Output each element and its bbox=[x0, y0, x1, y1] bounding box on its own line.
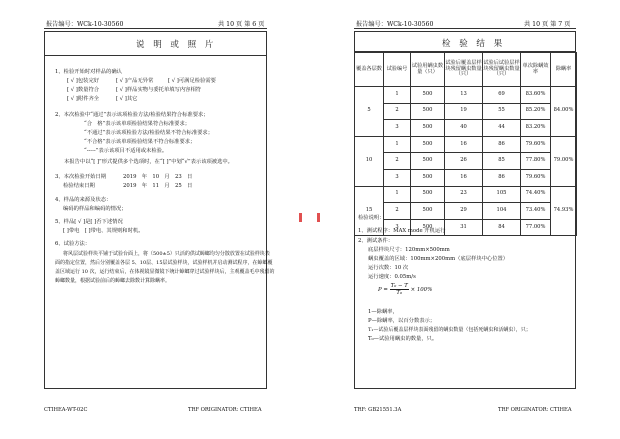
cell-single-efficiency: 77.00% bbox=[521, 219, 551, 236]
removal-rate-formula bbox=[378, 283, 432, 296]
sample-source-detail: 编码的样品和编码的情况； bbox=[63, 206, 127, 212]
cell-test-residual: 84 bbox=[483, 219, 521, 236]
test-method-line-2: 面的指定位置，然后分别覆盖各层 5、10层、15层试验样块，试验样机并启动测试程序，在蟑螂覆 bbox=[55, 260, 273, 266]
cell-cover-residual: 31 bbox=[445, 219, 483, 236]
col-header-mite-count: 试验用螨虫数量（只） bbox=[411, 53, 445, 87]
col-header-single-efficiency: 单次除螨效率 bbox=[521, 53, 551, 87]
cell-mite-count: 500 bbox=[411, 186, 445, 203]
cell-layers: 15 bbox=[355, 186, 384, 236]
cell-mite-count: 500 bbox=[411, 203, 445, 220]
report-number: 报告编号：WCk-10-30560 bbox=[46, 21, 124, 28]
check-quantity: [ √ ]数量符合 bbox=[67, 87, 100, 93]
formula-var-t1: T₁—试验后覆盖层样块表面残留的螨虫数量（包括死螨虫和活螨虫），只； bbox=[368, 327, 531, 333]
table-row bbox=[355, 153, 577, 170]
cell-test-no: 1 bbox=[384, 87, 411, 104]
footer-form-code: TRF: GB21551.3A bbox=[354, 407, 402, 413]
sample-check-heading: 1、检验开始时对样品的确认 bbox=[55, 69, 122, 75]
footer-originator: TRF ORIGINATOR: CTIHEA bbox=[498, 407, 572, 413]
page-title: 说 明 或 照 片 bbox=[136, 40, 217, 50]
page-title: 检 验 结 果 bbox=[442, 39, 506, 49]
cell-test-residual: 44 bbox=[483, 120, 521, 137]
check-packaging: [ √ ]包装完好 bbox=[67, 78, 100, 84]
cell-test-residual: 104 bbox=[483, 203, 521, 220]
formula-var-p: P—除螨率，以百分数表示； bbox=[368, 318, 436, 324]
cell-test-no: 3 bbox=[384, 120, 411, 137]
formula-rhs: × 100% bbox=[410, 287, 433, 293]
check-product: [ √ ]产品无异常 bbox=[116, 78, 154, 84]
cell-single-efficiency: 79.60% bbox=[521, 169, 551, 186]
cell-mite-count: 500 bbox=[411, 87, 445, 104]
header-rule bbox=[44, 28, 267, 29]
start-date-label: 3、本次检验开始日期 bbox=[55, 174, 107, 180]
page-number: 共 10 页 第 6 页 bbox=[218, 21, 265, 28]
cell-mite-count: 500 bbox=[411, 169, 445, 186]
report-page-7 bbox=[310, 0, 620, 439]
cell-test-residual: 55 bbox=[483, 103, 521, 120]
formula-fraction bbox=[390, 283, 409, 296]
cell-layers: 10 bbox=[355, 136, 384, 186]
cell-cover-residual: 23 bbox=[445, 186, 483, 203]
cell-single-efficiency: 74.40% bbox=[521, 186, 551, 203]
cell-removal-rate: 79.00% bbox=[551, 136, 577, 186]
note-run-speed: 运行速度：0.05m/s bbox=[368, 274, 416, 280]
end-date: 2019 年 11 月 25 日 bbox=[123, 183, 193, 189]
formula-where-intro: 1—除螨率， bbox=[368, 309, 398, 315]
cell-test-residual: 69 bbox=[483, 87, 521, 104]
check-consistency: [ √ ]样品实物与委托单填写内容相符 bbox=[116, 87, 202, 93]
col-header-removal-rate: 除螨率 bbox=[551, 53, 577, 87]
cell-test-no: 2 bbox=[384, 103, 411, 120]
cell-test-no: 3 bbox=[384, 219, 411, 236]
table-row bbox=[355, 87, 577, 104]
cell-single-efficiency: 83.20% bbox=[521, 120, 551, 137]
note-mite-area: 螨虫覆盖的区域：100mm×200mm（底层样块中心位置） bbox=[368, 256, 509, 262]
header-rule bbox=[354, 28, 576, 29]
table-row bbox=[355, 203, 577, 220]
test-method-line-3: 盖区域运行 10 次，运行结束后，在体视镜显微镜下统计蟑螂穿过试验样块后，主观覆盖毛中残留的 bbox=[55, 269, 275, 275]
table-row bbox=[355, 186, 577, 203]
footer-form-code: CTIHEA-WT-02C bbox=[44, 407, 88, 413]
cell-cover-residual: 26 bbox=[445, 153, 483, 170]
seal-mark bbox=[317, 213, 320, 222]
cell-cover-residual: 16 bbox=[445, 169, 483, 186]
test-method-line-1: 将风层试验样块平铺于试验台面上，将（500±5）只活的供试蟑螂均匀分散放置在试验样块表 bbox=[58, 251, 270, 257]
footer-originator: TRF ORIGINATOR: CTIHEA bbox=[188, 407, 262, 413]
formula-lhs: P = bbox=[378, 287, 388, 293]
notes-heading: 检验说明： bbox=[358, 215, 385, 221]
results-table bbox=[354, 52, 577, 236]
cell-mite-count: 500 bbox=[411, 153, 445, 170]
table-row bbox=[355, 136, 577, 153]
cell-removal-rate: 84.00% bbox=[551, 87, 577, 137]
note-sample-size: 底层样块尺寸：120mm×500mm bbox=[368, 247, 450, 253]
check-accessories: [ √ ]附件齐全 bbox=[67, 96, 100, 102]
cell-cover-residual: 19 bbox=[445, 103, 483, 120]
test-method-line-4: 蟑螂数量，根据试验前后的蟑螂去除数计算除螨率。 bbox=[55, 278, 171, 284]
option-note: 本报告中以“[ ]”形式提供多个选项时，在“[ ]”中划“√”表示该项被选中。 bbox=[64, 159, 233, 165]
cell-mite-count: 500 bbox=[411, 120, 445, 137]
cell-single-efficiency: 83.60% bbox=[521, 87, 551, 104]
cell-test-residual: 85 bbox=[483, 153, 521, 170]
col-header-cover-residual: 试验后覆盖层样块残留螨虫数量（只） bbox=[445, 53, 483, 87]
col-header-test-residual: 试验后试验层样块残留螨虫数量（只） bbox=[483, 53, 521, 87]
legend-unqualified: “不合格”表示该单项检验结果不符合标准要求； bbox=[84, 139, 196, 145]
table-header-row bbox=[355, 53, 577, 87]
legend-not-applicable: “-----”表示该项目不适用或未检验。 bbox=[84, 148, 168, 154]
sample-source-heading: 4、样品的来源及状态： bbox=[55, 197, 112, 203]
note-test-program: 1、测试程序：MAX mode 开机运行 bbox=[358, 228, 446, 234]
cell-mite-count: 500 bbox=[411, 136, 445, 153]
note-test-conditions: 2、测试条件： bbox=[358, 238, 394, 244]
cell-cover-residual: 40 bbox=[445, 120, 483, 137]
cell-test-residual: 86 bbox=[483, 136, 521, 153]
table-row bbox=[355, 169, 577, 186]
cell-mite-count: 500 bbox=[411, 219, 445, 236]
cell-cover-residual: 29 bbox=[445, 203, 483, 220]
cell-test-no: 2 bbox=[384, 153, 411, 170]
formula-var-t0: T₀—试验用螨虫的数量，只。 bbox=[368, 336, 438, 342]
test-method-heading: 6、试验方法： bbox=[55, 241, 91, 247]
cell-mite-count: 500 bbox=[411, 103, 445, 120]
table-row bbox=[355, 120, 577, 137]
report-number: 报告编号：WCk-10-30560 bbox=[356, 21, 434, 28]
cell-single-efficiency: 77.80% bbox=[521, 153, 551, 170]
cell-single-efficiency: 79.60% bbox=[521, 136, 551, 153]
cell-test-no: 1 bbox=[384, 136, 411, 153]
legend-pass: 2、本次检验中“通过”表示该项检验方法/检验结果符合标准要求； bbox=[55, 112, 209, 118]
page-number: 共 10 页 第 7 页 bbox=[524, 21, 571, 28]
cell-cover-residual: 13 bbox=[445, 87, 483, 104]
start-date: 2019 年 10 月 23 日 bbox=[123, 174, 193, 180]
cell-single-efficiency: 85.20% bbox=[521, 103, 551, 120]
check-meets-needs: [ √ ]可满足检验需要 bbox=[168, 78, 216, 84]
sample-condition-heading: 5、样品[ √ ]是[ ]否下述情况 bbox=[55, 219, 123, 225]
cell-removal-rate: 74.93% bbox=[551, 186, 577, 236]
formula-denominator: T₀ bbox=[396, 290, 403, 296]
cell-test-residual: 105 bbox=[483, 186, 521, 203]
check-other: [ √ ]其它 bbox=[116, 96, 138, 102]
col-header-layers: 覆盖各层数 bbox=[355, 53, 384, 87]
cell-layers: 5 bbox=[355, 87, 384, 137]
cell-single-efficiency: 73.40% bbox=[521, 203, 551, 220]
cell-test-residual: 86 bbox=[483, 169, 521, 186]
table-row bbox=[355, 103, 577, 120]
cell-test-no: 2 bbox=[384, 203, 411, 220]
cell-test-no: 1 bbox=[384, 186, 411, 203]
note-run-count: 运行次数：10 次 bbox=[368, 265, 409, 271]
end-date-label: 检验结束日期 bbox=[63, 183, 95, 189]
col-header-test-no: 试验编号 bbox=[384, 53, 411, 87]
cell-test-no: 3 bbox=[384, 169, 411, 186]
seal-mark bbox=[299, 213, 302, 222]
formula-numerator: T₀ − T bbox=[390, 283, 408, 289]
legend-qualified: “合 格”表示该单项检验结果符合标准要求； bbox=[84, 121, 191, 127]
sample-condition-detail: [ ]带电 [ ]带电、其规则和时机。 bbox=[63, 228, 144, 234]
legend-fail: “不通过”表示该项检验方法/检验结果不符合标准要求； bbox=[84, 130, 214, 136]
cell-cover-residual: 16 bbox=[445, 136, 483, 153]
